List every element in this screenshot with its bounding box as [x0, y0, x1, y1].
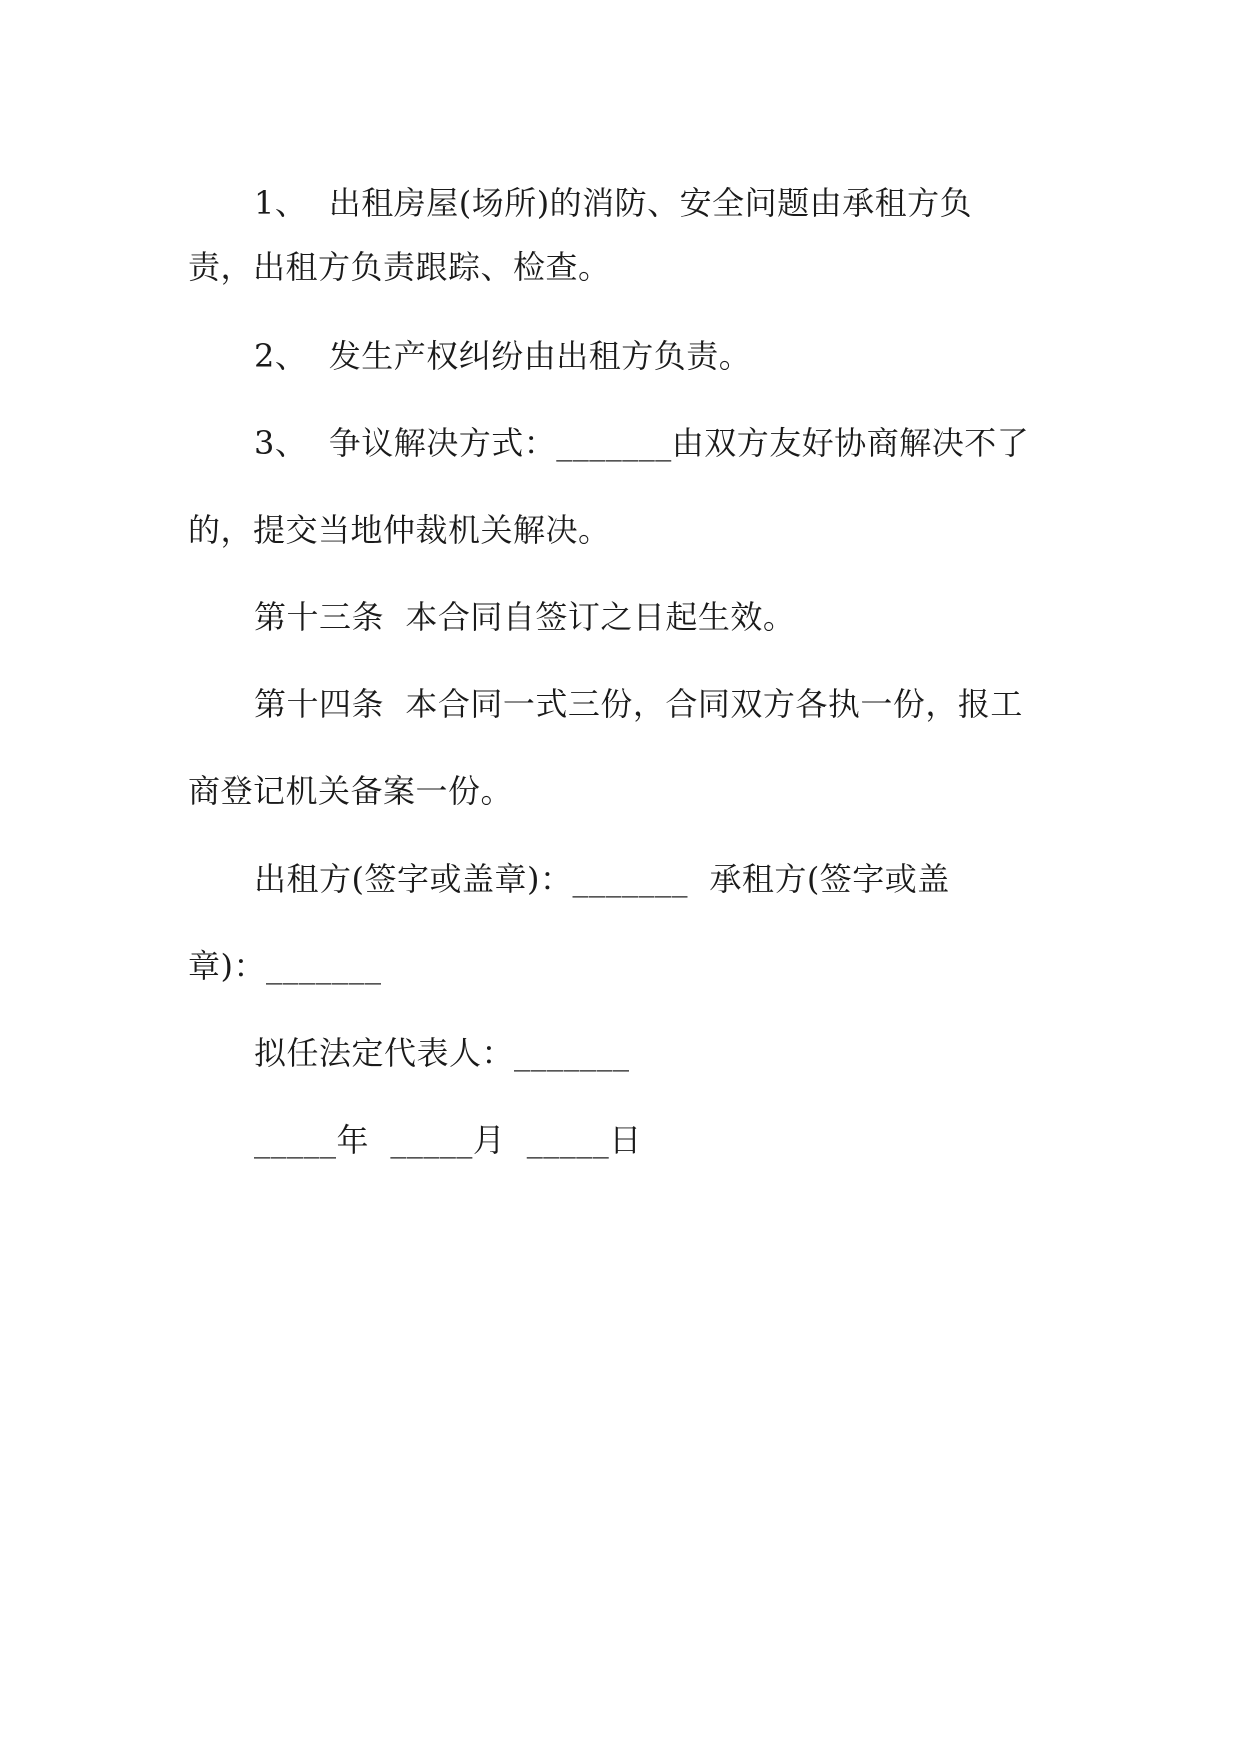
date-line: _____年 _____月 _____日 [254, 1121, 642, 1159]
clause-1-line-1: 1、 出租房屋(场所)的消防、安全问题由承租方负 [254, 184, 973, 222]
clause-2: 2、 发生产权纠纷由出租方负责。 [254, 337, 752, 375]
article-14-line-2: 商登记机关备案一份。 [188, 772, 514, 810]
clause-3-line-2: 的，提交当地仲裁机关解决。 [188, 511, 611, 549]
signature-line-1: 出租方(签字或盖章)：_______ 承租方(签字或盖 [254, 860, 950, 898]
signature-line-2: 章)：_______ [188, 947, 382, 985]
clause-3-line-1: 3、 争议解决方式：_______由双方友好协商解决不了 [254, 424, 1030, 462]
legal-representative-line: 拟任法定代表人：_______ [254, 1034, 630, 1072]
article-14-line-1: 第十四条 本合同一式三份，合同双方各执一份，报工 [254, 685, 1023, 723]
article-13: 第十三条 本合同自签订之日起生效。 [254, 598, 796, 636]
clause-1-line-2: 责，出租方负责跟踪、检查。 [188, 248, 611, 286]
